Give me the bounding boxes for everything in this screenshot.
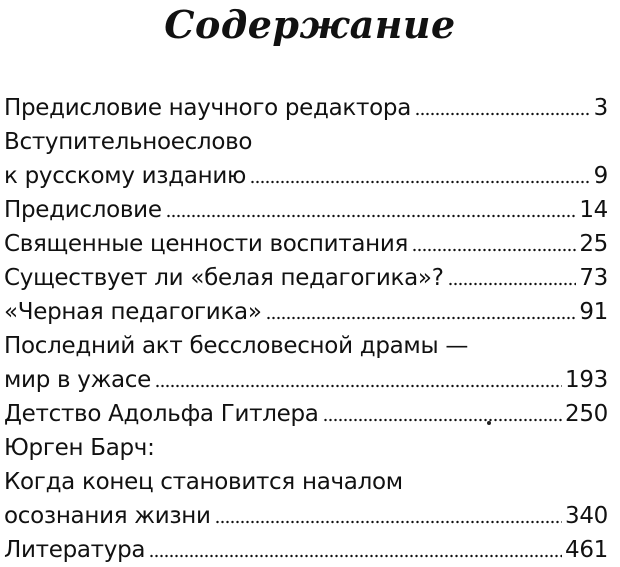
toc-entry-title: к русскому изданию — [4, 163, 247, 189]
toc-page-number: 14 — [579, 197, 608, 223]
toc-entry-title: Предисловие — [4, 197, 162, 223]
dot-leader — [323, 418, 562, 422]
dot-leader — [149, 554, 562, 558]
toc-entry-line — [4, 295, 608, 329]
dot-leader — [155, 384, 562, 388]
toc-entry[interactable] — [4, 125, 608, 193]
toc-entry-title: Существует ли «белая педагогика»? — [4, 265, 444, 291]
toc-entry-line — [4, 125, 608, 159]
toc-entry-title: мир в ужасе — [4, 367, 151, 393]
toc-entry-line — [4, 465, 608, 499]
toc-page-number: 193 — [565, 367, 608, 393]
toc-entry[interactable] — [4, 397, 608, 431]
dot-leader — [266, 316, 577, 320]
toc-entry-line — [4, 193, 608, 227]
toc-entry[interactable] — [4, 261, 608, 295]
table-of-contents — [4, 91, 608, 567]
toc-entry[interactable] — [4, 91, 608, 125]
toc-page-number: 340 — [565, 503, 608, 529]
toc-page-number: 25 — [579, 231, 608, 257]
toc-page-number: 9 — [593, 163, 608, 189]
toc-entry-line — [4, 329, 608, 363]
toc-entry-line — [4, 363, 608, 397]
page-title: Содержание — [164, 2, 456, 47]
dot-leader — [215, 520, 562, 524]
toc-entry-line — [4, 397, 608, 431]
dot-leader — [415, 112, 591, 116]
toc-entry-title: «Черная педагогика» — [4, 299, 262, 325]
toc-entry-line — [4, 431, 608, 465]
toc-entry-line — [4, 499, 608, 533]
toc-entry-line — [4, 261, 608, 295]
toc-entry[interactable] — [4, 329, 608, 397]
print-speck — [487, 421, 491, 425]
toc-entry-line — [4, 91, 608, 125]
dot-leader — [166, 214, 577, 218]
toc-page-number: 461 — [565, 537, 608, 563]
toc-entry-line — [4, 227, 608, 261]
toc-entry-title: Юрген Барч: — [4, 435, 155, 461]
toc-page-number: 250 — [565, 401, 608, 427]
toc-entry[interactable] — [4, 227, 608, 261]
dot-leader — [250, 180, 591, 184]
toc-entry-title: Когда конец становится началом — [4, 469, 403, 495]
toc-entry-line — [4, 159, 608, 193]
toc-entry[interactable] — [4, 193, 608, 227]
toc-entry-title: Священные ценности воспитания — [4, 231, 409, 257]
toc-entry-title: Вступительноеслово — [4, 129, 253, 155]
toc-entry-title: Предисловие научного редактора — [4, 95, 411, 121]
toc-entry-title: Детство Адольфа Гитлера — [4, 401, 319, 427]
toc-entry-title: осознания жизни — [4, 503, 211, 529]
toc-page-number: 73 — [579, 265, 608, 291]
toc-page-number: 91 — [579, 299, 608, 325]
toc-entry[interactable] — [4, 533, 608, 567]
toc-entry-title: Последний акт бессловесной драмы — — [4, 333, 469, 359]
toc-entry-title: Литература — [4, 537, 146, 563]
toc-page-number: 3 — [593, 95, 608, 121]
toc-entry[interactable] — [4, 295, 608, 329]
toc-entry[interactable] — [4, 431, 608, 533]
dot-leader — [448, 282, 577, 286]
toc-entry-line — [4, 533, 608, 567]
dot-leader — [412, 248, 576, 252]
